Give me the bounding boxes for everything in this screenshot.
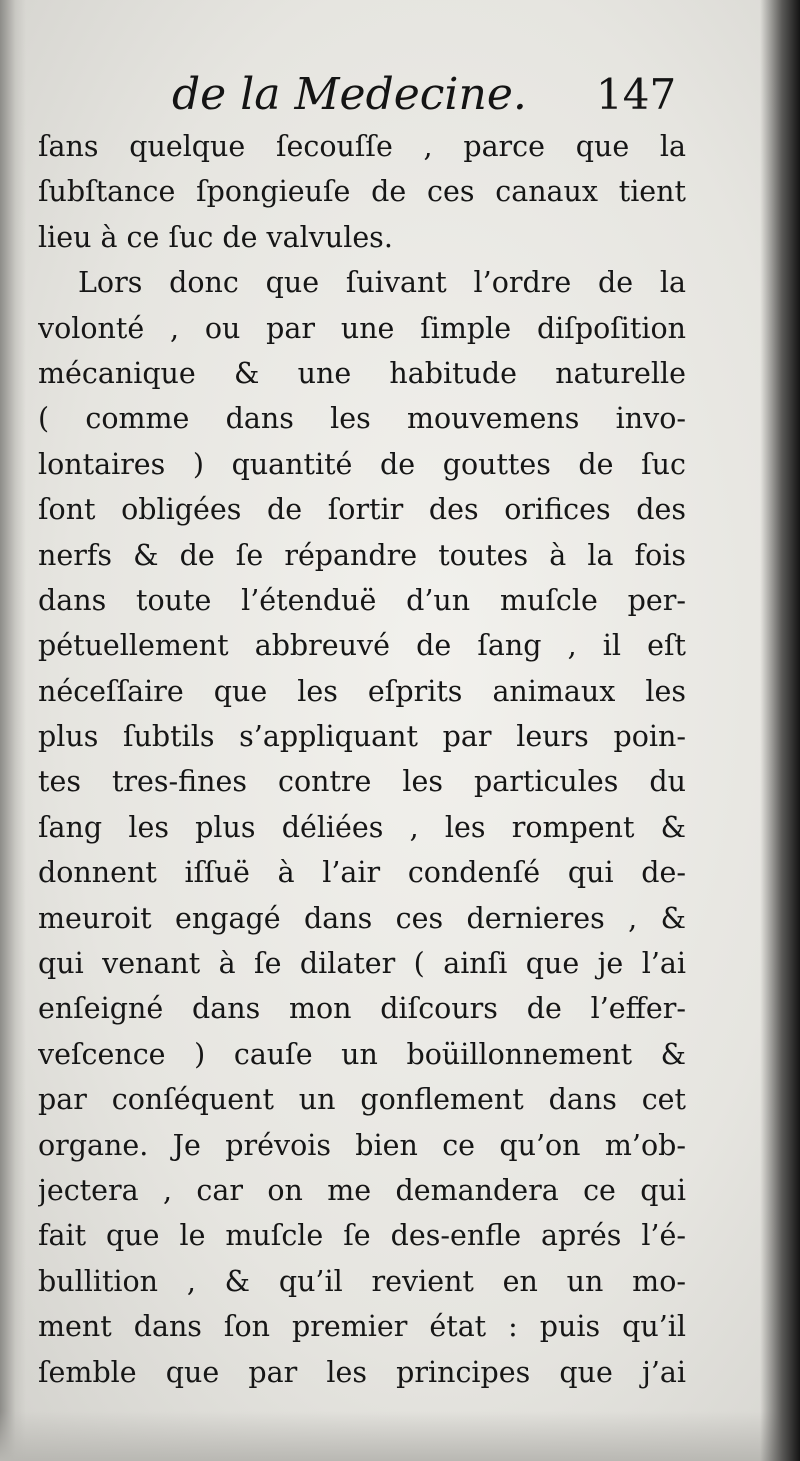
text-line: fait que le muſcle ſe des-enfle aprés l’é- [38,1219,686,1253]
text-line: mécanique & une habitude naturelle [38,356,686,390]
running-head-title: de la Medecine. [172,69,527,120]
text-line: Lors donc que ſuivant l’ordre de la [78,266,686,300]
text-line: meuroit engagé dans ces dernieres , & [38,901,686,935]
text-line: ſang les plus déliées , les rompent & [38,810,686,844]
text-line: bullition , & qu’il revient en un mo- [38,1264,686,1298]
text-line: enſeigné dans mon diſcours de l’effer- [38,992,686,1026]
text-line: ſemble que par les principes que j’ai [38,1355,686,1389]
text-line: organe. Je prévois bien ce qu’on m’ob- [38,1128,686,1162]
text-line: ment dans ſon premier état : puis qu’il [38,1310,686,1344]
text-line: lontaires ) quantité de gouttes de ſuc [38,447,686,481]
text-line: ſubſtance ſpongieuſe de ces canaux tient [38,175,686,209]
text-line: ſont obligées de ſortir des orifices des [38,493,686,527]
body-text [38,124,686,1395]
text-line: tes tres-fines contre les particules du [38,765,686,799]
text-line: par conſéquent un gonflement dans cet [38,1083,686,1117]
text-line: ſans quelque ſecouſſe , parce que la [38,130,686,163]
page-bottom-shadow [0,1411,800,1461]
text-line: néceſſaire que les eſprits animaux les [38,674,686,708]
text-line: qui venant à ſe dilater ( ainſi que je l’ai [38,947,686,981]
text-line: dans toute l’étenduë d’un muſcle per- [38,583,686,617]
page-number: 147 [596,70,677,119]
text-line: volonté , ou par une ſimple diſpoſition [38,311,686,345]
running-head [0,62,800,128]
text-line: jectera , car on me demandera ce qui [38,1173,686,1207]
text-line: veſcence ) cauſe un boüillonnement & [38,1037,686,1071]
text-line: lieu à ce ſuc de valvules. [38,220,393,254]
text-line: donnent iſſuë à l’air condenſé qui de- [38,856,686,890]
text-line: nerfs & de ſe répandre toutes à la fois [38,538,686,572]
text-line: plus ſubtils s’appliquant par leurs poin- [38,720,686,754]
text-line: pétuellement abbreuvé de ſang , il eſt [38,629,686,663]
text-line: ( comme dans les mouvemens invo- [38,402,686,436]
